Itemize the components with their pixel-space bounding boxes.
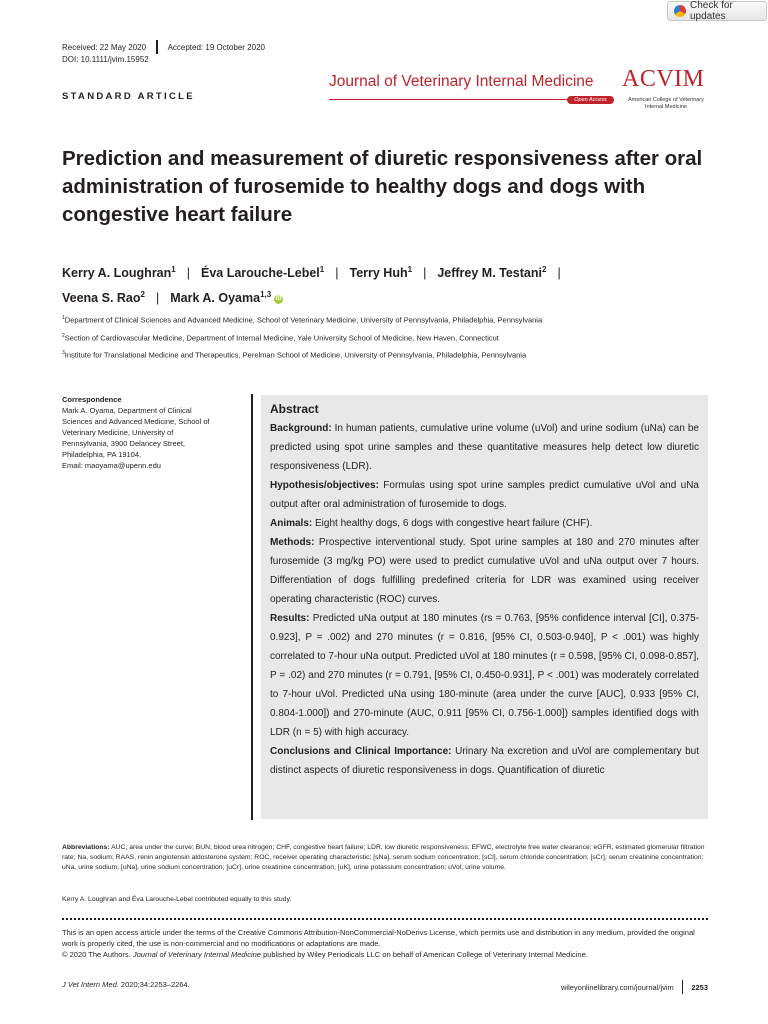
author-affiliation-mark: 2: [140, 290, 145, 300]
affiliation-number: 3: [62, 350, 65, 356]
abstract-results: [270, 609, 699, 742]
orcid-icon[interactable]: iD: [275, 295, 282, 302]
article-type: STANDARD ARTICLE: [62, 91, 195, 102]
footer-citation: [62, 980, 190, 989]
author-name[interactable]: Veena S. Rao: [62, 291, 141, 306]
author-name[interactable]: Mark A. Oyama: [170, 291, 261, 306]
correspondence-email[interactable]: Email: maoyama@upenn.edu: [62, 461, 161, 470]
copyright-line: [62, 949, 708, 960]
correspondence: [62, 394, 242, 471]
correspondence-line: Pennsylvania, 3900 Delancey Street,: [62, 439, 185, 448]
author-affiliation-mark: 1: [171, 265, 176, 274]
check-for-updates-label: Check for updates: [690, 0, 733, 22]
section-label: Conclusions and Clinical Importance:: [270, 746, 452, 757]
abbreviations-text: AUC, area under the curve; BUN, blood urea nitrogen; CHF, congestive heart failure; LDR, low diuretic responsiveness; EFWC, electrolyte free water clearance; eGFR, estimated glomerular filtration rate; Na, sodium; RAAS, renin angiotensin aldosterone system; ROC, receiver operating characteristic; [sNa], serum sodium concentration; [sCl], serum chloride concentration; [sCr], serum creatinine concentration; uNa, urine sodium; [uNa], urine sodium concentration; [uCr], urine creatinine concentration; [uK], urine potassium concentration; uVol, urine volume.: [62, 844, 705, 871]
section-label: Methods:: [270, 537, 315, 548]
license-block: [62, 927, 708, 960]
contribution-note: Kerry A. Loughran and Éva Larouche-Lebel contributed equally to this study.: [62, 896, 292, 903]
section-label: Background:: [270, 423, 332, 434]
article-dates: [62, 40, 265, 54]
correspondence-line: Philadelphia, PA 19104.: [62, 450, 142, 459]
affiliation: [62, 333, 499, 343]
footer-separator: [682, 980, 684, 994]
author-affiliation-mark: 2: [541, 265, 547, 274]
abstract-heading: Abstract: [270, 402, 319, 416]
author-affiliation-mark: 1: [319, 265, 325, 274]
copyright-pre: © 2020 The Authors.: [62, 950, 133, 959]
section-text: Eight healthy dogs, 6 dogs with congestive heart failure (CHF).: [312, 518, 593, 529]
correspondence-line: Mark A. Oyama, Department of Clinical: [62, 406, 192, 415]
crossmark-icon: [674, 5, 686, 17]
section-label: Hypothesis/objectives:: [270, 480, 379, 491]
abbreviations-label: Abbreviations:: [62, 844, 110, 851]
affiliation-number: 2: [62, 333, 65, 339]
section-text: Urinary Na excretion and uVol are complementary but distinct aspects of diuretic responsiveness in dogs. Quantification of diuretic: [270, 746, 699, 776]
copyright-post: published by Wiley Periodicals LLC on behalf of American College of Veterinary Internal Medicine.: [260, 950, 588, 959]
doi[interactable]: DOI: 10.1111/jvim.15952: [62, 55, 149, 64]
author-list: [62, 259, 722, 309]
author-name[interactable]: Jeffrey M. Testani: [437, 266, 542, 281]
section-label: Results:: [270, 613, 310, 624]
affiliation-text: Department of Clinical Sciences and Advanced Medicine, School of Veterinary Medicine, University of Pennsylvania, Philadelphia, Pennsylvania: [64, 315, 543, 325]
affiliation-text: Institute for Translational Medicine and Therapeutics, Perelman School of Medicine, University of Pennsylvania, Philadelphia, Pennsylvania: [64, 350, 527, 360]
footer-volume: 2020;34:2253–2264.: [118, 980, 190, 989]
received-date: Received: 22 May 2020: [62, 42, 147, 52]
section-label: Animals:: [270, 518, 313, 529]
author-name[interactable]: Terry Huh: [349, 266, 408, 281]
author-separator: |: [335, 266, 339, 281]
license-divider: [62, 918, 708, 920]
acvim-logo: ACVIM: [622, 66, 705, 92]
copyright-journal: Journal of Veterinary Internal Medicine: [132, 950, 261, 959]
correspondence-heading: Correspondence: [62, 395, 122, 404]
author-affiliation-mark: 1: [407, 265, 413, 274]
author-affiliation-mark: 1,3: [260, 290, 272, 300]
footer-journal: J Vet Intern Med.: [62, 980, 119, 989]
abstract-methods: [270, 533, 699, 609]
abstract-conclusions: [270, 742, 699, 780]
author-separator: |: [155, 291, 160, 306]
affiliation-text: Section of Cardiovascular Medicine, Department of Internal Medicine, Yale University School of Medicine, New Haven, Connecticut: [64, 333, 499, 343]
correspondence-line: Sciences and Advanced Medicine, School of: [62, 417, 210, 426]
author-separator: |: [557, 266, 561, 281]
date-separator: [156, 40, 158, 54]
open-access-badge: Open Access: [567, 96, 614, 104]
abstract-hypothesis: [270, 476, 699, 514]
journal-title: Journal of Veterinary Internal Medicine: [329, 73, 594, 90]
column-divider: [251, 394, 253, 820]
abstract-animals: [270, 514, 699, 533]
abbreviations: [62, 843, 708, 873]
affiliation: [62, 315, 542, 325]
check-for-updates-button[interactable]: [667, 1, 767, 21]
author-name[interactable]: Kerry A. Loughran: [62, 266, 172, 281]
affiliation-number: 1: [62, 315, 65, 321]
correspondence-line: Veterinary Medicine, University of: [62, 428, 174, 437]
section-text: In human patients, cumulative urine volume (uVol) and urine sodium (uNa) can be predicted using spot urine samples and these quantitative measures help detect low diuretic responsiveness (LDR).: [270, 423, 699, 472]
section-text: Predicted uNa output at 180 minutes (rs = 0.763, [95% confidence interval [CI], 0.375-0.923], P = .002) and 270 minutes (r = 0.816, [95% CI, 0.503-0.940], P < .001) was highly correlated to 7-hour uNa output. Predicted uVol at 180 minutes (r = 0.598, [95% CI, 0.098-0.857], P = .02) and 270 minutes (r = 0.791, [95% CI, 0.450-0.931], P < .001) was moderately correlated to 7-hour uVol. Predicted uNa using 180-minute (area under the curve [AUC], 0.933 [95% CI, 0.804-1.000]) and 270-minute (AUC, 0.911 [95% CI, 0.756-1.000]) samples identified dogs with LDR (n = 5) with high accuracy.: [270, 613, 699, 738]
section-text: Formulas using spot urine samples predict cumulative uVol and uNa output after oral administration of furosemide to dogs.: [270, 480, 699, 510]
footer-url[interactable]: wileyonlinelibrary.com/journal/jvim: [560, 982, 674, 992]
author-separator: |: [186, 266, 190, 281]
author-name[interactable]: Éva Larouche-Lebel: [200, 266, 320, 281]
affiliation: [62, 350, 526, 360]
author-separator: |: [423, 266, 427, 281]
footer-right: [561, 980, 708, 994]
abstract-box: [261, 395, 708, 819]
acvim-logo-subtitle: American College of Veterinary Internal Medicine: [628, 97, 704, 110]
abstract-background: [270, 419, 699, 476]
section-text: Prospective interventional study. Spot urine samples at 180 and 270 minutes after furosemide (3 mg/kg PO) were used to predict cumulative uVol and uNa output over 7 hours. Differentiation of dogs fulfilling predefined criteria for LDR was examined using receiver operating characteristic (ROC) curves.: [270, 537, 699, 605]
page-number: 2253: [691, 982, 708, 992]
article-title: Prediction and measurement of diuretic responsiveness after oral administration of furosemide to healthy dogs and dogs with congestive heart failure: [62, 147, 703, 226]
accepted-date: Accepted: 19 October 2020: [167, 42, 265, 52]
license-text: This is an open access article under the terms of the Creative Commons Attribution-NonCommercial-NoDerivs License, which permits use and distribution in any medium, provided the original work is properly cited, the use is non-commercial and no modifications or adaptations are made.: [62, 928, 695, 948]
